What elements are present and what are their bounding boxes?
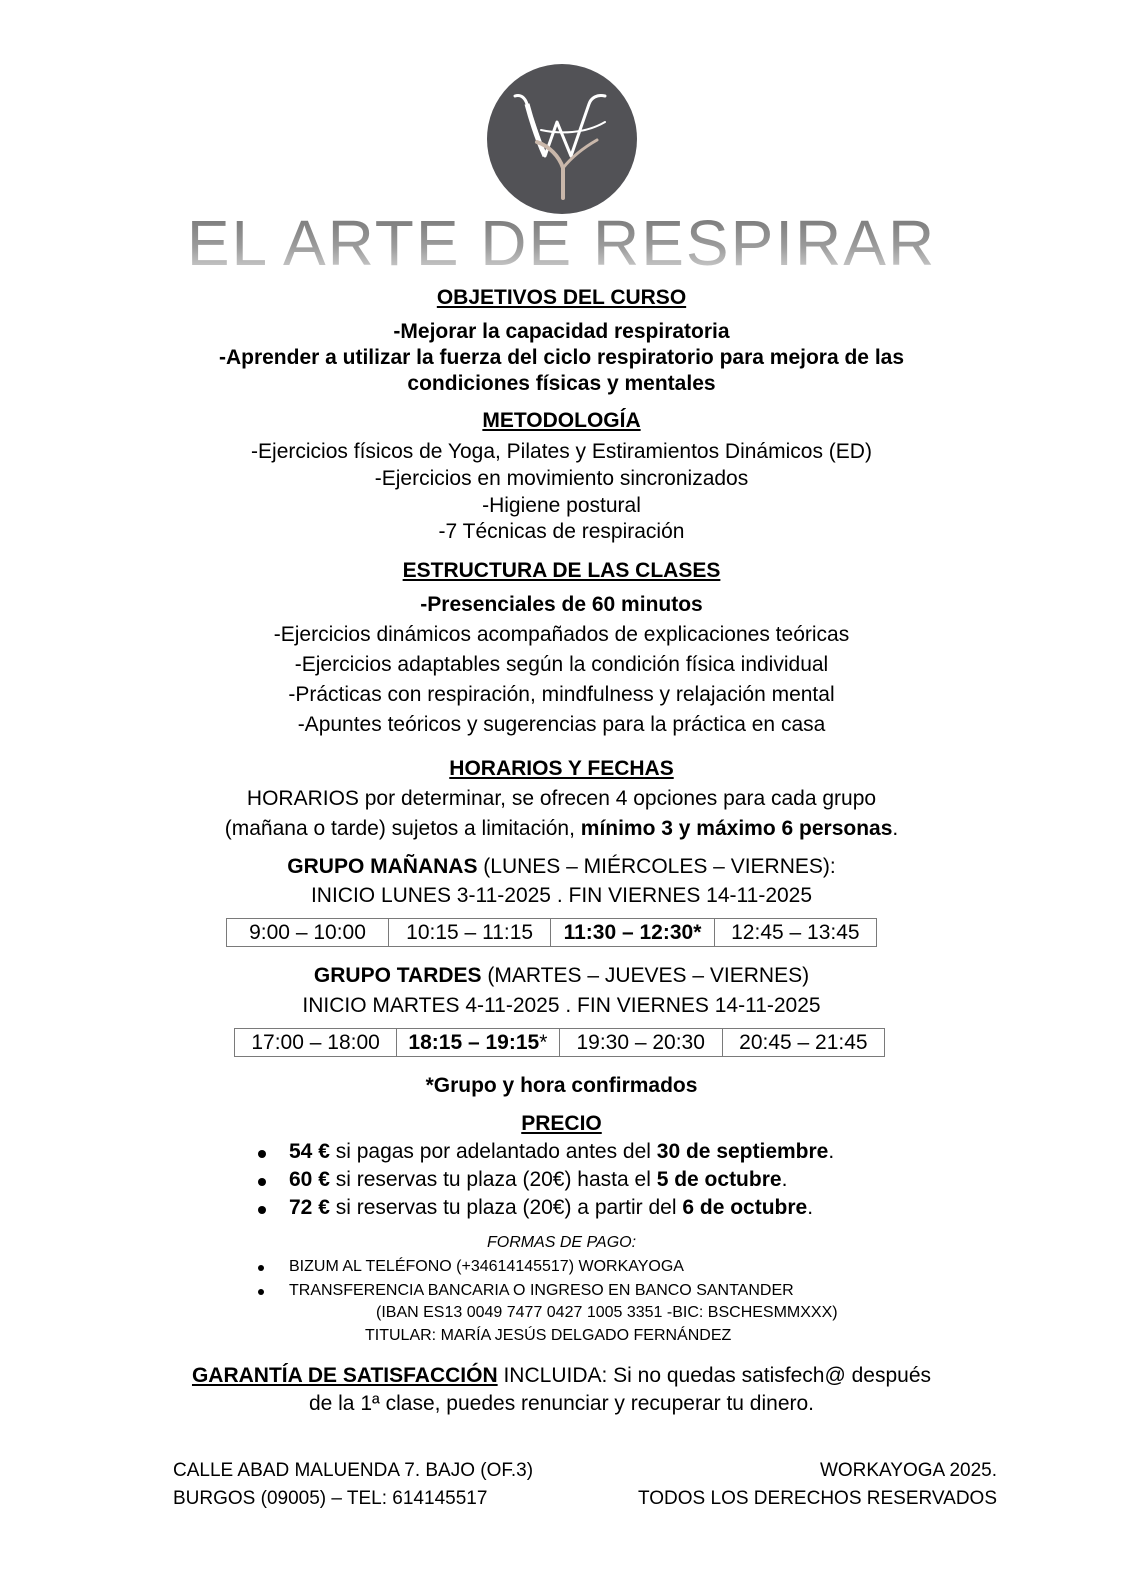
garantia-line-2: de la 1ª clase, puedes renunciar y recuperar tu dinero. [308, 1392, 815, 1415]
estructura-line-2: -Ejercicios adaptables según la condición física individual [294, 653, 829, 676]
estructura-line-1: -Ejercicios dinámicos acompañados de explicaciones teóricas [273, 623, 850, 646]
horarios-heading: HORARIOS Y FECHAS [449, 757, 674, 780]
tarde-slot-4: 20:45 – 21:45 [722, 1029, 884, 1057]
precio-item-2-text: si reservas tu plaza (20€) hasta el [329, 1168, 657, 1191]
footer-address-1: CALLE ABAD MALUENDA 7. BAJO (OF.3) [173, 1460, 534, 1481]
bullet-icon [258, 1289, 264, 1295]
precio-item-1-end: . [828, 1140, 835, 1163]
precio-item-2 [258, 1168, 787, 1192]
metodologia-line-1: -Ejercicios físicos de Yoga, Pilates y Estiramientos Dinámicos (ED) [251, 440, 872, 463]
estructura-bold-line: -Presenciales de 60 minutos [420, 593, 703, 616]
pago-iban: (IBAN ES13 0049 7477 0427 1005 3351 -BIC: BSCHESMMXXX) [376, 1304, 838, 1321]
tarde-slot-2-mark: * [539, 1030, 548, 1054]
estructura-line-3: -Prácticas con respiración, mindfulness y relajación mental [288, 683, 835, 706]
manana-slot-3: 11:30 – 12:30* [551, 919, 714, 947]
grupo-mananas-label: GRUPO MAÑANAS [287, 855, 478, 878]
manana-slot-4: 12:45 – 13:45 [714, 919, 876, 947]
footer-address-2: BURGOS (09005) – TEL: 614145517 [173, 1488, 488, 1509]
garantia-heading: GARANTÍA DE SATISFACCIÓN [191, 1364, 498, 1387]
grupo-tardes-days: (MARTES – JUEVES – VIERNES) [481, 964, 810, 987]
tarde-slot-2-time: 18:15 – 19:15 [408, 1030, 540, 1054]
horarios-line-2-pre: (mañana o tarde) sujetos a limitación, [224, 817, 581, 840]
horarios-capacity: mínimo 3 y máximo 6 personas [580, 817, 893, 840]
precio-item-1-text: si pagas por adelantado antes del [329, 1140, 657, 1163]
pago-heading: FORMAS DE PAGO: [486, 1234, 637, 1251]
precio-item-2-end: . [781, 1168, 788, 1191]
tardes-slots-table [234, 1028, 885, 1057]
main-title: EL ARTE DE RESPIRAR [0, 203, 1123, 283]
objetivos-heading: OBJETIVOS DEL CURSO [436, 286, 687, 309]
garantia-rest: INCLUIDA: Si no quedas satisfech@ después [497, 1364, 932, 1387]
mananas-slots-table [226, 918, 877, 947]
grupo-tardes-dates: INICIO MARTES 4-11-2025 . FIN VIERNES 14-11-2025 [302, 994, 821, 1017]
pago-item-2 [258, 1282, 794, 1300]
metodologia-line-3: -Higiene postural [482, 494, 641, 517]
precio-heading: PRECIO [521, 1112, 602, 1135]
grupo-tardes-title [0, 964, 1123, 988]
pago-item-1-text: BIZUM AL TELÉFONO (+34614145517) WORKAYOGA [289, 1258, 684, 1275]
bullet-icon [258, 1206, 266, 1214]
precio-item-1 [258, 1140, 834, 1164]
estructura-line-4: -Apuntes teóricos y sugerencias para la práctica en casa [297, 713, 826, 736]
objetivos-line-1: -Mejorar la capacidad respiratoria [393, 320, 730, 343]
manana-slot-2: 10:15 – 11:15 [389, 919, 551, 947]
pago-titular: TITULAR: MARÍA JESÚS DELGADO FERNÁNDEZ [365, 1327, 732, 1344]
wy-logo-icon [487, 64, 637, 214]
precio-item-3 [258, 1196, 813, 1220]
bullet-icon [258, 1150, 266, 1158]
grupo-mananas-days: (LUNES – MIÉRCOLES – VIERNES): [477, 855, 836, 878]
grupo-mananas-title [0, 855, 1123, 879]
precio-item-2-price: 60 € [289, 1168, 330, 1191]
precio-item-3-date: 6 de octubre [682, 1196, 808, 1219]
horarios-line-1: HORARIOS por determinar, se ofrecen 4 opciones para cada grupo [246, 787, 877, 810]
precio-item-3-price: 72 € [289, 1196, 330, 1219]
grupo-tardes-label: GRUPO TARDES [313, 964, 482, 987]
estructura-heading: ESTRUCTURA DE LAS CLASES [402, 559, 721, 582]
bullet-icon [258, 1178, 266, 1186]
objetivos-line-2: -Aprender a utilizar la fuerza del ciclo respiratorio para mejora de las [218, 346, 905, 369]
tarde-slot-1: 17:00 – 18:00 [235, 1029, 397, 1057]
pago-item-1 [258, 1258, 684, 1276]
metodologia-heading: METODOLOGÍA [482, 409, 641, 432]
garantia-line-1 [0, 1364, 1123, 1388]
footer-copyright-1: WORKAYOGA 2025. [819, 1460, 997, 1481]
confirmed-note: *Grupo y hora confirmados [425, 1074, 698, 1097]
precio-item-1-price: 54 € [289, 1140, 330, 1163]
wy-logo [487, 64, 637, 214]
horarios-line-2 [0, 817, 1123, 841]
precio-item-3-end: . [807, 1196, 814, 1219]
metodologia-line-2: -Ejercicios en movimiento sincronizados [374, 467, 749, 490]
pago-item-2-text: TRANSFERENCIA BANCARIA O INGRESO EN BANCO SANTANDER [289, 1282, 794, 1299]
grupo-mananas-dates: INICIO LUNES 3-11-2025 . FIN VIERNES 14-11-2025 [310, 884, 813, 907]
footer-copyright-2: TODOS LOS DERECHOS RESERVADOS [638, 1488, 997, 1509]
tarde-slot-3: 19:30 – 20:30 [559, 1029, 722, 1057]
objetivos-line-3: condiciones físicas y mentales [407, 372, 716, 395]
precio-item-1-date: 30 de septiembre [656, 1140, 829, 1163]
precio-item-2-date: 5 de octubre [656, 1168, 782, 1191]
precio-item-3-text: si reservas tu plaza (20€) a partir del [329, 1196, 683, 1219]
bullet-icon [258, 1265, 264, 1271]
tarde-slot-2 [397, 1029, 559, 1057]
manana-slot-1: 9:00 – 10:00 [227, 919, 389, 947]
horarios-line-2-post: . [892, 817, 899, 840]
metodologia-line-4: -7 Técnicas de respiración [438, 520, 685, 543]
